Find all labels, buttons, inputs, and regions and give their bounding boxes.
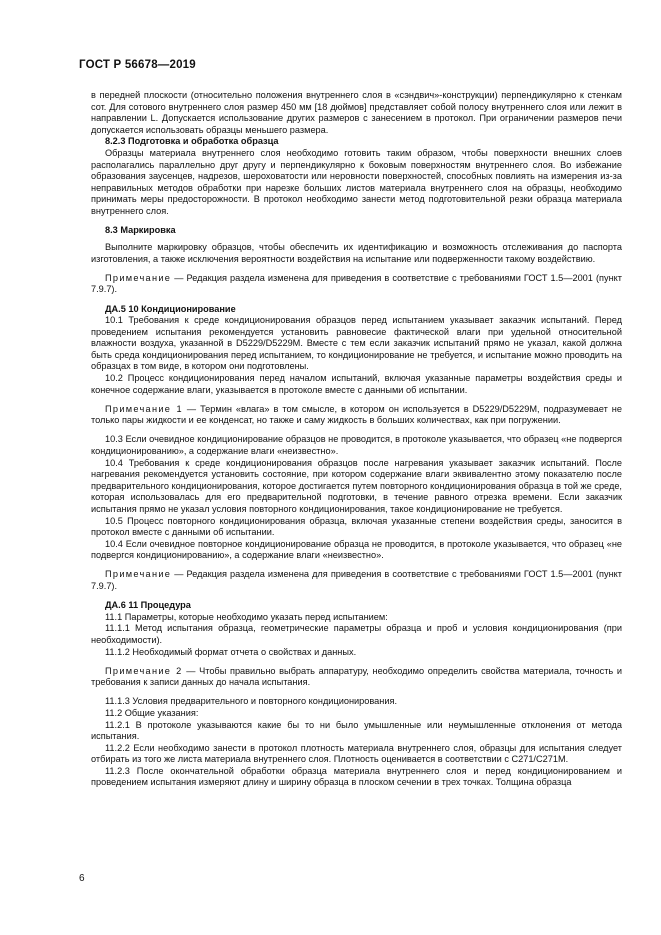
- page-number: 6: [79, 873, 85, 884]
- section-heading-10: ДА.5 10 Кондиционирование: [105, 303, 236, 314]
- note: [91, 666, 622, 689]
- paragraph: 11.1.1 Метод испытания образца, геометрические параметры образца и проб и условия кондиционирования (при необходимости).: [91, 623, 622, 645]
- document-body: [91, 90, 622, 789]
- note: [91, 273, 622, 296]
- note-text: — Редакция раздела изменена для приведения в соответствие с требованиями ГОСТ 1.5—2001 (пункт 7.9.7).: [91, 569, 622, 592]
- note-label: Примечание 1: [105, 403, 183, 414]
- note: [91, 569, 622, 592]
- section-heading-8-3: 8.3 Маркировка: [105, 225, 176, 236]
- paragraph: 11.2 Общие указания:: [105, 707, 199, 718]
- paragraph: 10.3 Если очевидное кондиционирование образцов не проводится, в протоколе указывается, что образец «не подвергся кондиционированию», а содержание влаги «неизвестно».: [91, 434, 622, 457]
- note-text: — Редакция раздела изменена для приведения в соответствие с требованиями ГОСТ 1.5—2001 (пункт 7.9.7).: [91, 272, 622, 295]
- paragraph: в передней плоскости (относительно положения внутреннего слоя в «сэндвич»-конструкции) перпендикулярно к стенкам сот. Для сотового внутреннего слоя размер 450 мм [18 дюймов] представляет собой полосу внутреннего слоя или лежит в направлении L. Допускается использование других размеров с занесением в протокол. При ограничении размеров печи допускается использовать образцы меньшего размера.: [91, 90, 622, 135]
- note-text: — Термин «влага» в том смысле, в котором он используется в D5229/D5229M, подразумевает не только пары жидкости и ее конденсат, но также и саму жидкость в больших количествах, как при погружении.: [91, 403, 622, 426]
- paragraph: 11.2.2 Если необходимо занести в протокол плотность материала внутреннего слоя, образцы для испытания следует отбирать из того же листа материала внутреннего слоя. Плотность оценивается в соответствии с C271/C271M.: [91, 742, 622, 765]
- note: [91, 404, 622, 427]
- paragraph: 10.1 Требования к среде кондиционирования образцов перед испытанием указывает заказчик испытаний. Перед проведением испытания рекомендуется установить равновесие фактической влаги при удельной относительной влажности воздуха, указанной в D5229/D5229M. Вместе с тем если заказчик испытаний прямо не указал, какой должна быть среда кондиционирования перед испытанием, то кондиционирование не требуется, и испытание можно проводить на образцах в том виде, в котором они подготовлены.: [91, 315, 622, 372]
- paragraph: Образцы материала внутреннего слоя необходимо готовить таким образом, чтобы поверхности внешних слоев располагались параллельно друг другу и перпендикулярно к боковым поверхностям внутреннего слоя. Во избежание образования заусенцев, надрезов, шероховатости или неровности поверхностей, способных повлиять на измерения из-за неправильных методов обработки при нарезке больших листов материала внутреннего слоя на образцы, необходимо принимать меры предосторожности. В протокол необходимо занести метод подготовительной резки образца материала внутреннего слоя.: [91, 147, 622, 216]
- paragraph: 11.2.1 В протоколе указываются какие бы то ни было умышленные или неумышленные отклонения от метода испытания.: [91, 719, 622, 742]
- paragraph: 10.4 Требования к среде кондиционирования образцов после нагревания указывает заказчик испытаний. После нагревания рекомендуется установить состояние, при котором содержание влаги эквивалентно этому показателю после предварительного кондиционирования, которое достигается путем повторного кондиционирования образца в той же среде, которая использовалась для его предварительной подготовки, в течение равного отрезка времени. Если заказчик испытания прямо не указал условия повторного кондиционирования, такое кондиционирование не требуется.: [91, 457, 622, 514]
- paragraph: 10.5 Процесс повторного кондиционирования образца, включая указанные степени воздействия среды, заносится в протокол вместе с данными об испытании.: [91, 515, 622, 538]
- note-text: — Чтобы правильно выбрать аппаратуру, необходимо определить свойства материала, точность и требования к записи данных до начала испытания.: [91, 665, 622, 688]
- document-header: ГОСТ Р 56678—2019: [79, 59, 196, 71]
- note-label: Примечание: [105, 272, 172, 283]
- paragraph: 10.2 Процесс кондиционирования перед началом испытаний, включая указанные параметры воздействия среды и конечное содержание влаги, указывается в протоколе вместе с данными об испытании.: [91, 373, 622, 395]
- paragraph: Выполните маркировку образцов, чтобы обеспечить их идентификацию и возможность отслеживания до паспорта изготовления, а также исключения вероятности воздействия на испытание или подверженности такому воздействию.: [91, 242, 622, 264]
- note-label: Примечание 2: [105, 665, 183, 676]
- section-heading-11: ДА.6 11 Процедура: [105, 600, 191, 611]
- section-heading-8-2-3: 8.2.3 Подготовка и обработка образца: [105, 136, 279, 147]
- paragraph: 11.1.3 Условия предварительного и повторного кондиционирования.: [105, 696, 397, 707]
- paragraph: 11.1 Параметры, которые необходимо указать перед испытанием:: [105, 611, 388, 622]
- paragraph: 11.2.3 После окончательной обработки образца материала внутреннего слоя и перед кондиционированием и проведением испытания измеряют длину и ширину образца в плоском сечении в трех точках. Толщина образца: [91, 765, 622, 788]
- paragraph: 11.1.2 Необходимый формат отчета о свойствах и данных.: [105, 646, 357, 657]
- paragraph: 10.4 Если очевидное повторное кондиционирование образца не проводится, в протоколе указывается, что образец «не подвергся кондиционированию», а содержание влаги «неизвестно».: [91, 538, 622, 561]
- note-label: Примечание: [105, 569, 172, 580]
